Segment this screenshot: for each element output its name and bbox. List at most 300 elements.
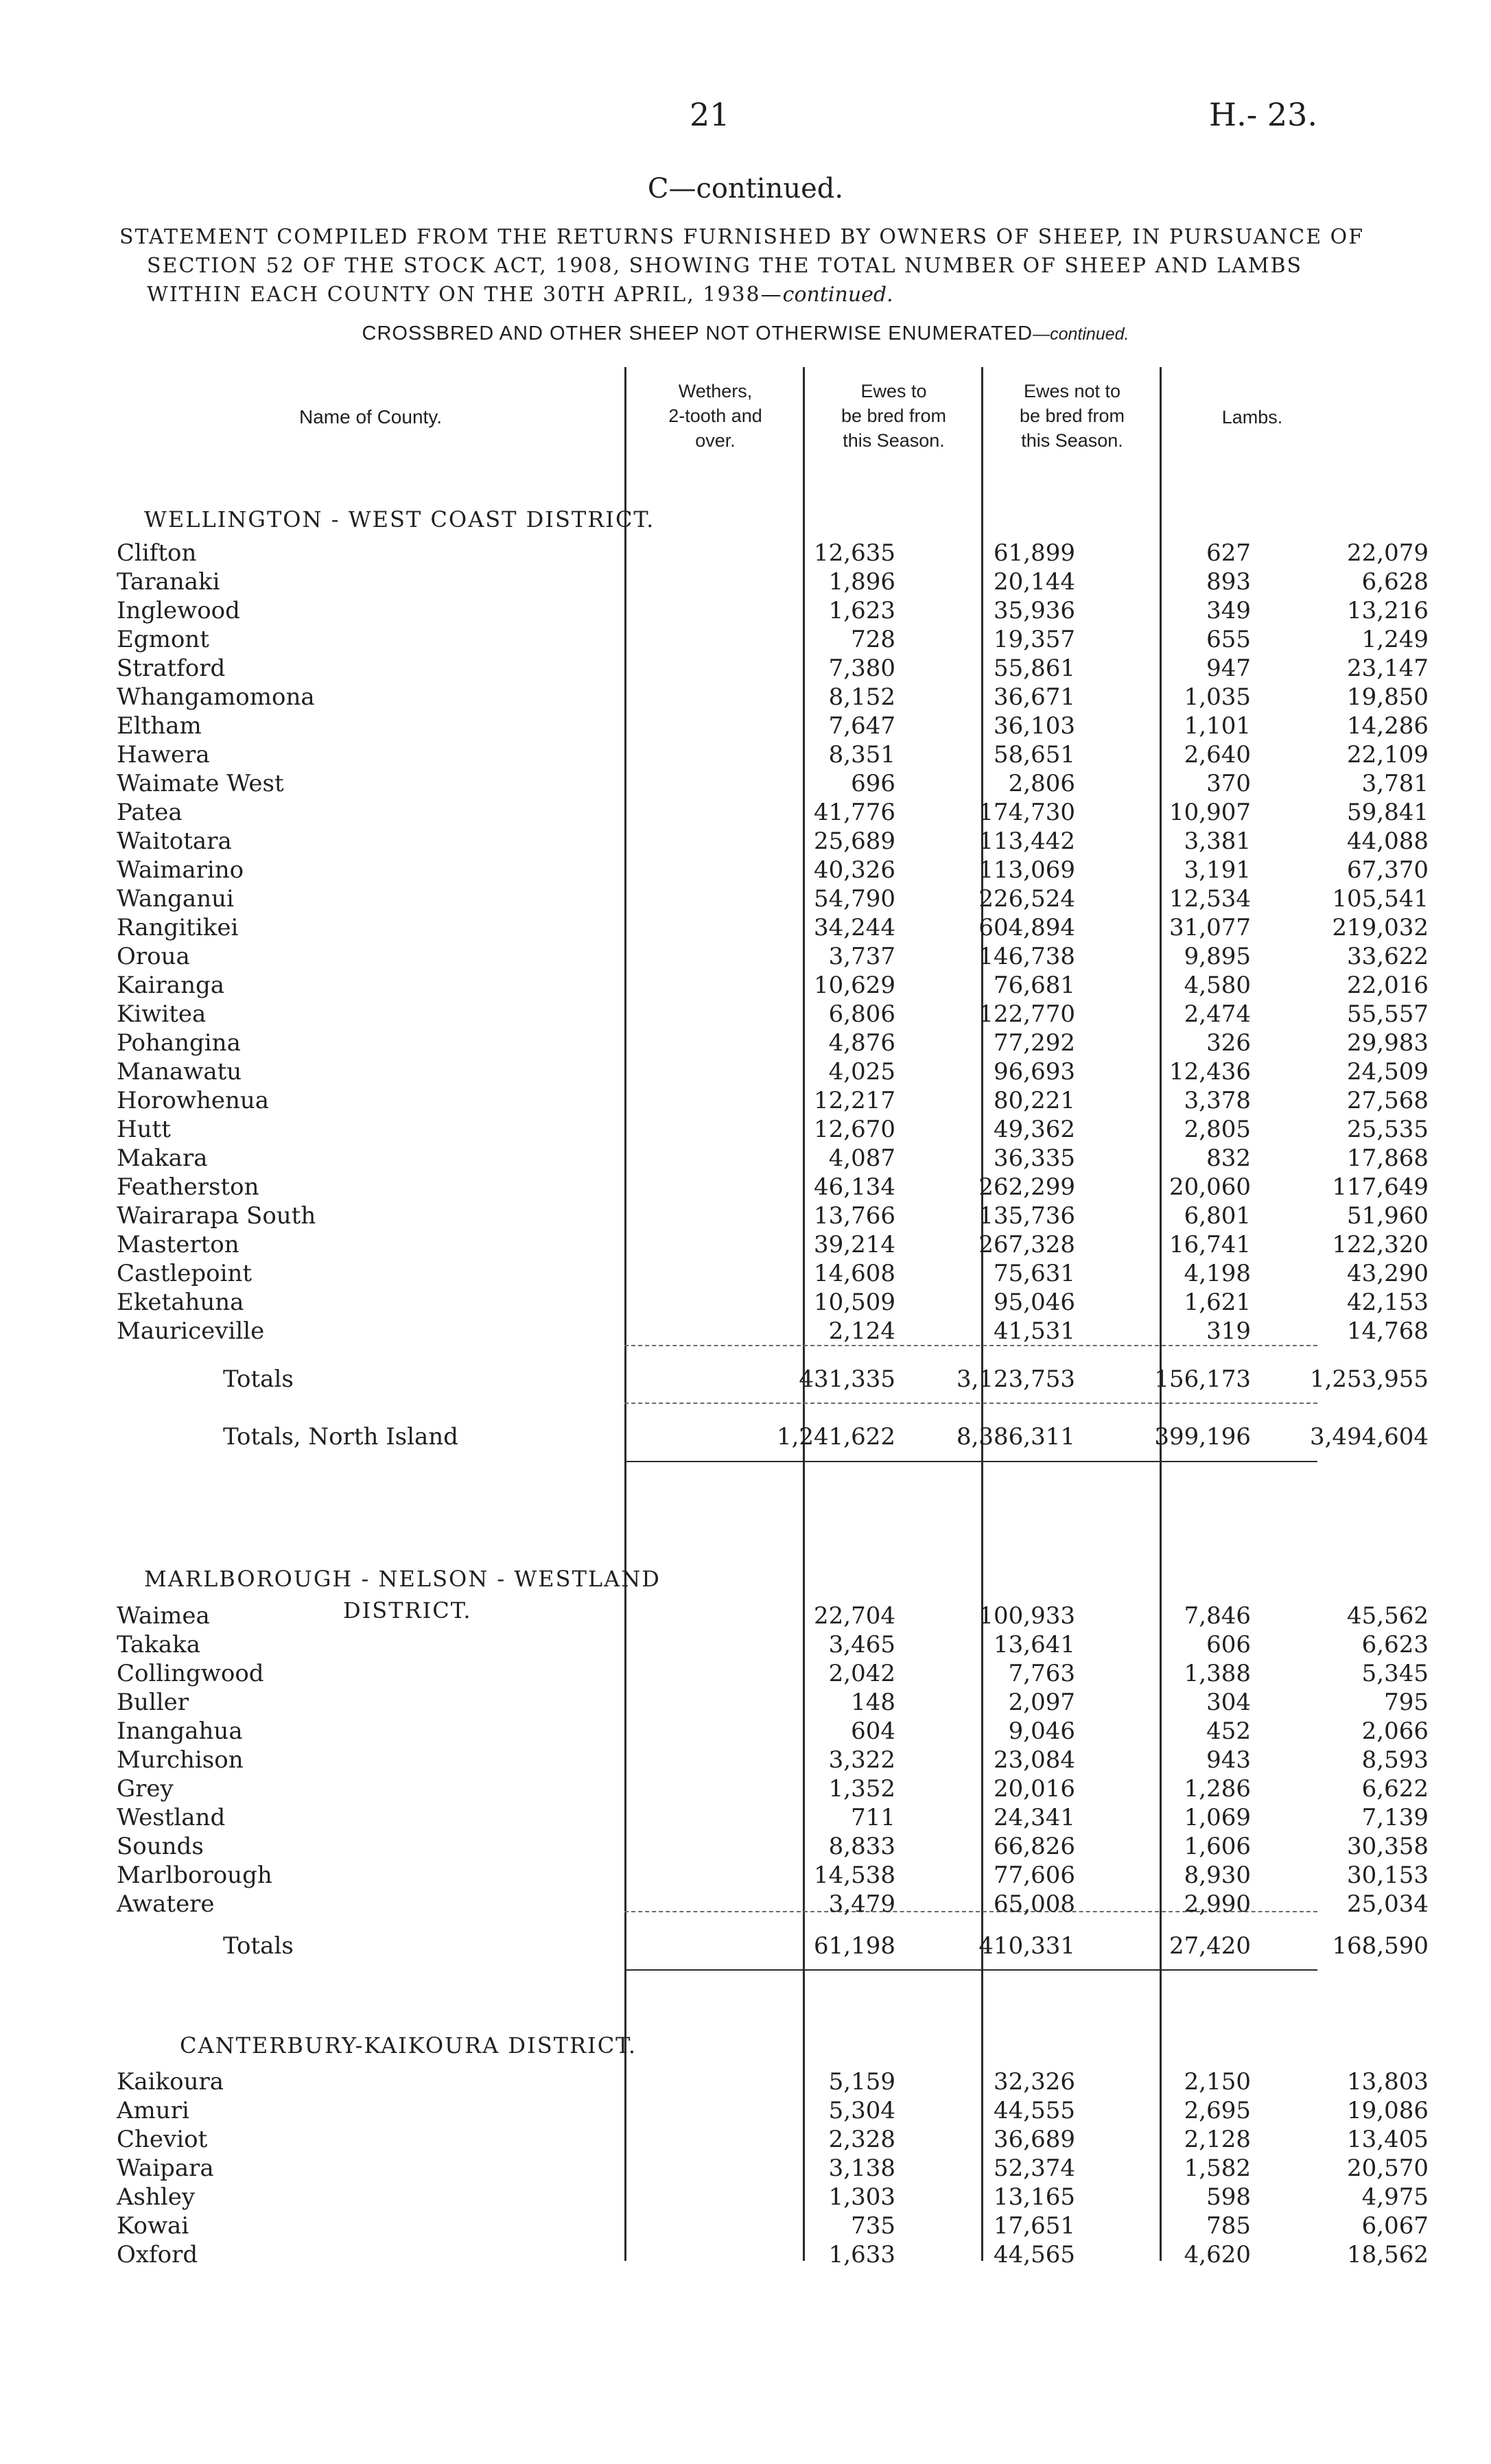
county-name: Ashley (117, 2183, 196, 2211)
county-name: Kiwitea (117, 1000, 207, 1028)
ewes-not-bred-value: 2,150 (1184, 2068, 1251, 2096)
ewes-not-bred-value: 12,534 (1169, 885, 1251, 913)
table-row (117, 2211, 1429, 2240)
table-row (117, 1000, 1429, 1029)
wethers-value: 7,647 (828, 712, 895, 740)
totals-rule (624, 1403, 1317, 1404)
lambs-value: 6,628 (1361, 568, 1429, 596)
table-row (117, 1717, 1429, 1746)
table-row (117, 1029, 1429, 1057)
lambs-value: 219,032 (1332, 914, 1429, 941)
lambs-value: 6,067 (1361, 2212, 1429, 2240)
wethers-value: 4,025 (828, 1058, 895, 1086)
lambs-value: 44,088 (1347, 828, 1429, 855)
ewes-not-bred-value: 4,198 (1184, 1260, 1251, 1287)
ewes-bred-value: 2,097 (1008, 1689, 1075, 1716)
totals-label: Totals (223, 1365, 294, 1393)
lambs-value: 24,509 (1347, 1058, 1429, 1086)
lambs-value: 22,109 (1347, 741, 1429, 768)
wethers-value: 12,217 (814, 1087, 895, 1114)
wethers-value: 3,322 (828, 1746, 895, 1774)
table-row (117, 2154, 1429, 2183)
wethers-header-line: 2-tooth and (668, 406, 762, 426)
county-name: Kaikoura (117, 2068, 224, 2096)
table-row (117, 1688, 1429, 1717)
ewes-bred-value: 9,046 (1008, 1717, 1075, 1745)
statement-text (119, 223, 1375, 309)
wethers-value: 5,304 (828, 2097, 895, 2124)
table-row (117, 1746, 1429, 1774)
ewes-bred-value: 52,374 (994, 2155, 1075, 2182)
county-name: Wanganui (117, 885, 234, 913)
lambs-value: 3,781 (1361, 770, 1429, 797)
lambs-value: 29,983 (1347, 1029, 1429, 1057)
ewes-bred-value: 267,328 (978, 1231, 1075, 1258)
lambs-value: 1,249 (1361, 626, 1429, 653)
ewes-not-bred-value: 1,582 (1184, 2155, 1251, 2182)
ewes-not-bred-value: 947 (1206, 655, 1251, 682)
ewes-not-bred-value: 10,907 (1169, 799, 1251, 826)
ewes-not-bred-value: 326 (1206, 1029, 1251, 1057)
table-row (117, 712, 1429, 740)
lambs-value: 30,358 (1347, 1833, 1429, 1860)
table-row (117, 1803, 1429, 1832)
ewes-bred-value: 77,606 (994, 1862, 1075, 1889)
table-row (117, 2240, 1429, 2269)
ewes-not-bred-value: 8,930 (1184, 1862, 1251, 1889)
ewes-not-bred-value: 6,801 (1184, 1202, 1251, 1230)
ewes-not-bred-value: 832 (1206, 1145, 1251, 1172)
totals-row (117, 1365, 1429, 1394)
ewes-bred-value: 96,693 (994, 1058, 1075, 1086)
wethers-value: 8,152 (828, 683, 895, 711)
wethers-value: 711 (851, 1804, 895, 1831)
table-row (117, 1115, 1429, 1144)
lambs-value: 6,623 (1361, 1631, 1429, 1658)
north-island-totals-row (117, 1422, 1429, 1451)
table-row (117, 1173, 1429, 1201)
column-header-ewes-not-bred (985, 379, 1160, 453)
totals-row (117, 1932, 1429, 1960)
wethers-value: 40,326 (814, 856, 895, 884)
ewes-bred-value: 13,165 (994, 2183, 1075, 2211)
table-row (117, 1890, 1429, 1919)
ewes-bred-value: 174,730 (978, 799, 1075, 826)
ewes-bred-value: 113,069 (978, 856, 1075, 884)
wethers-value: 4,876 (828, 1029, 895, 1057)
ewes-bred-value: 66,826 (994, 1833, 1075, 1860)
table-row (117, 1317, 1429, 1346)
ewes-bred-value: 32,326 (994, 2068, 1075, 2096)
lambs-value: 2,066 (1361, 1717, 1429, 1745)
ewes-bred-value: 20,144 (994, 568, 1075, 596)
header-rule (1160, 367, 1162, 477)
wethers-value: 696 (851, 770, 895, 797)
wethers-value: 12,635 (814, 539, 895, 567)
table-row (117, 1601, 1429, 1630)
totals-label: Totals (223, 1932, 294, 1960)
table-row (117, 1630, 1429, 1659)
county-name: Kairanga (117, 972, 225, 999)
table-row (117, 539, 1429, 567)
ewes-bred-value: 61,899 (994, 539, 1075, 567)
wethers-value: 735 (851, 2212, 895, 2240)
county-name: Pohangina (117, 1029, 241, 1057)
north-island-ewes-not-bred: 399,196 (1154, 1423, 1251, 1451)
district-heading: CANTERBURY-KAIKOURA DISTRICT. (180, 2032, 637, 2058)
wethers-value: 148 (851, 1689, 895, 1716)
ewes-not-bred-value: 2,474 (1184, 1000, 1251, 1028)
ewes-not-bred-value: 16,741 (1169, 1231, 1251, 1258)
ewes-not-bred-value: 1,101 (1184, 712, 1251, 740)
wethers-value: 46,134 (814, 1173, 895, 1201)
header-rule (981, 367, 983, 477)
ewes-bred-value: 95,046 (994, 1289, 1075, 1316)
county-name: Westland (117, 1804, 226, 1831)
ewes-bred-value: 44,565 (994, 2241, 1075, 2268)
county-name: Eketahuna (117, 1289, 244, 1316)
wethers-value: 5,159 (828, 2068, 895, 2096)
wethers-value: 8,833 (828, 1833, 895, 1860)
wethers-value: 728 (851, 626, 895, 653)
ewes-not-bred-value: 3,191 (1184, 856, 1251, 884)
ewes-not-bred-value: 655 (1206, 626, 1251, 653)
county-name: Marlborough (117, 1862, 272, 1889)
county-name: Collingwood (117, 1660, 264, 1687)
wethers-value: 3,138 (828, 2155, 895, 2182)
ewes-not-bred-value: 2,640 (1184, 741, 1251, 768)
ewes-bred-header-line: be bred from (841, 406, 947, 426)
county-name: Inangahua (117, 1717, 243, 1745)
lambs-value: 5,345 (1361, 1660, 1429, 1687)
wethers-value: 14,608 (814, 1260, 895, 1287)
county-name: Egmont (117, 626, 209, 653)
ewes-not-bred-value: 785 (1206, 2212, 1251, 2240)
table-row (117, 769, 1429, 798)
ewes-bred-value: 20,016 (994, 1775, 1075, 1803)
ewes-not-bred-value: 7,846 (1184, 1602, 1251, 1630)
ewes-not-bred-value: 3,378 (1184, 1087, 1251, 1114)
ewes-bred-value: 36,335 (994, 1145, 1075, 1172)
wethers-value: 1,623 (828, 597, 895, 624)
lambs-value: 22,079 (1347, 539, 1429, 567)
county-name: Waimea (117, 1602, 210, 1630)
wethers-value: 39,214 (814, 1231, 895, 1258)
table-row (117, 1086, 1429, 1115)
ewes-not-bred-value: 1,606 (1184, 1833, 1251, 1860)
ewes-not-bred-value: 370 (1206, 770, 1251, 797)
wethers-value: 1,896 (828, 568, 895, 596)
county-name: Waitotara (117, 828, 232, 855)
wethers-value: 2,042 (828, 1660, 895, 1687)
ewes-bred-value: 135,736 (978, 1202, 1075, 1230)
county-name: Oxford (117, 2241, 198, 2268)
ewes-bred-value: 76,681 (994, 972, 1075, 999)
county-name: Sounds (117, 1833, 204, 1860)
county-name: Oroua (117, 943, 190, 970)
lambs-value: 18,562 (1347, 2241, 1429, 2268)
wethers-value: 2,328 (828, 2126, 895, 2153)
ewes-bred-value: 55,861 (994, 655, 1075, 682)
ewes-not-bred-value: 943 (1206, 1746, 1251, 1774)
wethers-value: 25,689 (814, 828, 895, 855)
district-heading: WELLINGTON - WEST COAST DISTRICT. (144, 506, 655, 532)
ewes-not-bred-value: 304 (1206, 1689, 1251, 1716)
county-name: Masterton (117, 1231, 239, 1258)
wethers-value: 14,538 (814, 1862, 895, 1889)
lambs-value: 42,153 (1347, 1289, 1429, 1316)
lambs-value: 8,593 (1361, 1746, 1429, 1774)
district-heading-line-1: MARLBOROUGH - NELSON - WESTLAND (144, 1566, 661, 1592)
county-name: Cheviot (117, 2126, 208, 2153)
ewes-not-bred-value: 1,621 (1184, 1289, 1251, 1316)
table-row (117, 1201, 1429, 1230)
lambs-value: 20,570 (1347, 2155, 1429, 2182)
table-row (117, 942, 1429, 971)
totals-ewes-bred: 410,331 (978, 1932, 1075, 1960)
county-name: Amuri (117, 2097, 189, 2124)
ewes-not-bred-value: 2,990 (1184, 1890, 1251, 1918)
district-heading-line-2: DISTRICT. (343, 1597, 472, 1623)
lambs-value: 22,016 (1347, 972, 1429, 999)
wethers-value: 2,124 (828, 1317, 895, 1345)
wethers-value: 3,479 (828, 1890, 895, 1918)
ewes-bred-value: 262,299 (978, 1173, 1075, 1201)
table-row (117, 971, 1429, 1000)
lambs-value: 6,622 (1361, 1775, 1429, 1803)
table-row (117, 654, 1429, 683)
wethers-value: 1,303 (828, 2183, 895, 2211)
table-row (117, 1230, 1429, 1259)
paper-reference: H.- 23. (1209, 96, 1318, 133)
section-heading: C—continued. (647, 173, 844, 204)
ewes-not-bred-value: 349 (1206, 597, 1251, 624)
table-row (117, 567, 1429, 596)
lambs-value: 45,562 (1347, 1602, 1429, 1630)
table-row (117, 1057, 1429, 1086)
ewes-bred-value: 23,084 (994, 1746, 1075, 1774)
ewes-not-bred-header-line: this Season. (1021, 430, 1123, 451)
lambs-value: 13,803 (1347, 2068, 1429, 2096)
ewes-bred-value: 113,442 (978, 828, 1075, 855)
county-name: Grey (117, 1775, 174, 1803)
statement-line-2: SECTION 52 OF THE STOCK ACT, 1908, SHOWING THE TOTAL NUMBER OF SHEEP AND LAMBS (147, 254, 1303, 278)
wethers-value: 6,806 (828, 1000, 895, 1028)
ewes-not-bred-value: 1,286 (1184, 1775, 1251, 1803)
lambs-value: 19,086 (1347, 2097, 1429, 2124)
ewes-bred-value: 19,357 (994, 626, 1075, 653)
county-name: Patea (117, 799, 183, 826)
statement-continued: continued. (782, 283, 893, 307)
lambs-value: 105,541 (1332, 885, 1429, 913)
county-name: Stratford (117, 655, 226, 682)
table-row (117, 913, 1429, 942)
lambs-value: 14,286 (1347, 712, 1429, 740)
county-name: Wairarapa South (117, 1202, 316, 1230)
ewes-not-bred-value: 31,077 (1169, 914, 1251, 941)
ewes-bred-value: 7,763 (1008, 1660, 1075, 1687)
ewes-bred-value: 36,671 (994, 683, 1075, 711)
table-row (117, 827, 1429, 856)
wethers-value: 3,737 (828, 943, 895, 970)
header-rule (624, 367, 626, 477)
wethers-value: 4,087 (828, 1145, 895, 1172)
totals-ewes-bred: 3,123,753 (956, 1365, 1075, 1393)
header-rule (803, 367, 805, 477)
lambs-value: 67,370 (1347, 856, 1429, 884)
wethers-value: 34,244 (814, 914, 895, 941)
wethers-value: 54,790 (814, 885, 895, 913)
ewes-not-bred-value: 3,381 (1184, 828, 1251, 855)
ewes-bred-value: 100,933 (978, 1602, 1075, 1630)
ewes-bred-header-line: this Season. (843, 430, 945, 451)
page-number: 21 (690, 96, 730, 133)
totals-ewes-not-bred: 27,420 (1169, 1932, 1251, 1960)
table-row (117, 884, 1429, 913)
ewes-bred-value: 24,341 (994, 1804, 1075, 1831)
totals-lambs: 1,253,955 (1309, 1365, 1429, 1393)
wethers-value: 1,633 (828, 2241, 895, 2268)
north-island-lambs: 3,494,604 (1309, 1423, 1429, 1451)
ewes-not-bred-value: 627 (1206, 539, 1251, 567)
ewes-bred-value: 65,008 (994, 1890, 1075, 1918)
lambs-value: 4,975 (1361, 2183, 1429, 2211)
table-subheading (0, 322, 1491, 345)
statement-line-3 (119, 281, 1375, 309)
county-name: Hutt (117, 1116, 171, 1143)
lambs-value: 795 (1384, 1689, 1429, 1716)
ewes-bred-value: 17,651 (994, 2212, 1075, 2240)
county-name: Eltham (117, 712, 202, 740)
county-name: Kowai (117, 2212, 189, 2240)
lambs-value: 59,841 (1347, 799, 1429, 826)
county-name: Whangamomona (117, 683, 315, 711)
wethers-value: 8,351 (828, 741, 895, 768)
lambs-value: 23,147 (1347, 655, 1429, 682)
lambs-value: 33,622 (1347, 943, 1429, 970)
table-row (117, 683, 1429, 712)
table-row (117, 2067, 1429, 2096)
ewes-bred-value: 77,292 (994, 1029, 1075, 1057)
ewes-not-bred-value: 1,388 (1184, 1660, 1251, 1687)
totals-wethers: 431,335 (799, 1365, 895, 1393)
ewes-bred-value: 604,894 (978, 914, 1075, 941)
ewes-not-bred-value: 606 (1206, 1631, 1251, 1658)
ewes-not-bred-value: 452 (1206, 1717, 1251, 1745)
column-header-wethers (628, 379, 803, 453)
ewes-not-bred-value: 4,620 (1184, 2241, 1251, 2268)
table-row (117, 2096, 1429, 2125)
column-header-lambs: Lambs. (1221, 407, 1283, 427)
ewes-bred-value: 146,738 (978, 943, 1075, 970)
table-row (117, 596, 1429, 625)
lambs-value: 17,868 (1347, 1145, 1429, 1172)
county-name: Hawera (117, 741, 210, 768)
lambs-value: 122,320 (1332, 1231, 1429, 1258)
ewes-not-bred-value: 12,436 (1169, 1058, 1251, 1086)
ewes-not-bred-header-line: be bred from (1019, 406, 1125, 426)
ewes-not-bred-value: 20,060 (1169, 1173, 1251, 1201)
ewes-bred-value: 2,806 (1008, 770, 1075, 797)
table-row (117, 856, 1429, 884)
lambs-value: 14,768 (1347, 1317, 1429, 1345)
wethers-value: 7,380 (828, 655, 895, 682)
county-name: Murchison (117, 1746, 244, 1774)
ewes-bred-value: 13,641 (994, 1631, 1075, 1658)
column-header-county: Name of County. (298, 406, 443, 427)
wethers-header-line: Wethers, (678, 381, 753, 401)
wethers-value: 13,766 (814, 1202, 895, 1230)
totals-wethers: 61,198 (814, 1932, 895, 1960)
lambs-value: 13,405 (1347, 2126, 1429, 2153)
table-row (117, 1288, 1429, 1317)
table-row (117, 2183, 1429, 2211)
subheading-text: CROSSBRED AND OTHER SHEEP NOT OTHERWISE ENUMERATED (362, 322, 1033, 344)
wethers-value: 3,465 (828, 1631, 895, 1658)
county-name: Clifton (117, 539, 197, 567)
lambs-value: 43,290 (1347, 1260, 1429, 1287)
county-name: Manawatu (117, 1058, 242, 1086)
lambs-value: 25,535 (1347, 1116, 1429, 1143)
lambs-value: 19,850 (1347, 683, 1429, 711)
statement-line-3-text: WITHIN EACH COUNTY ON THE 30TH APRIL, 1938— (147, 283, 783, 307)
section-end-rule (624, 1461, 1317, 1462)
lambs-value: 117,649 (1332, 1173, 1429, 1201)
lambs-value: 51,960 (1347, 1202, 1429, 1230)
wethers-value: 10,509 (814, 1289, 895, 1316)
lambs-value: 13,216 (1347, 597, 1429, 624)
county-name: Takaka (117, 1631, 201, 1658)
ewes-not-bred-value: 598 (1206, 2183, 1251, 2211)
north-island-ewes-bred: 8,386,311 (956, 1423, 1075, 1451)
county-name: Featherston (117, 1173, 259, 1201)
ewes-bred-value: 58,651 (994, 741, 1075, 768)
county-name: Awatere (117, 1890, 215, 1918)
wethers-value: 22,704 (814, 1602, 895, 1630)
table-row (117, 740, 1429, 769)
ewes-not-bred-value: 893 (1206, 568, 1251, 596)
ewes-bred-value: 36,103 (994, 712, 1075, 740)
ewes-not-bred-value: 1,069 (1184, 1804, 1251, 1831)
table-row (117, 1832, 1429, 1861)
ewes-not-bred-value: 9,895 (1184, 943, 1251, 970)
table-row (117, 1774, 1429, 1803)
lambs-value: 30,153 (1347, 1862, 1429, 1889)
county-name: Waimarino (117, 856, 244, 884)
county-name: Waimate West (117, 770, 284, 797)
ewes-bred-value: 80,221 (994, 1087, 1075, 1114)
ewes-bred-value: 75,631 (994, 1260, 1075, 1287)
ewes-not-bred-header-line: Ewes not to (1023, 381, 1121, 401)
county-name: Mauriceville (117, 1317, 265, 1345)
county-name: Makara (117, 1145, 208, 1172)
lambs-value: 7,139 (1361, 1804, 1429, 1831)
lambs-value: 55,557 (1347, 1000, 1429, 1028)
statement-line-1: STATEMENT COMPILED FROM THE RETURNS FURNISHED BY OWNERS OF SHEEP, IN PURSUANCE OF (119, 225, 1365, 249)
subheading-continued: —continued. (1033, 325, 1129, 344)
county-name: Horowhenua (117, 1087, 270, 1114)
ewes-not-bred-value: 4,580 (1184, 972, 1251, 999)
wethers-value: 41,776 (814, 799, 895, 826)
ewes-bred-value: 226,524 (978, 885, 1075, 913)
wethers-value: 12,670 (814, 1116, 895, 1143)
ewes-bred-value: 49,362 (994, 1116, 1075, 1143)
table-row (117, 2125, 1429, 2154)
wethers-value: 1,352 (828, 1775, 895, 1803)
table-row (117, 1659, 1429, 1688)
wethers-value: 604 (851, 1717, 895, 1745)
wethers-header-line: over. (695, 430, 736, 451)
